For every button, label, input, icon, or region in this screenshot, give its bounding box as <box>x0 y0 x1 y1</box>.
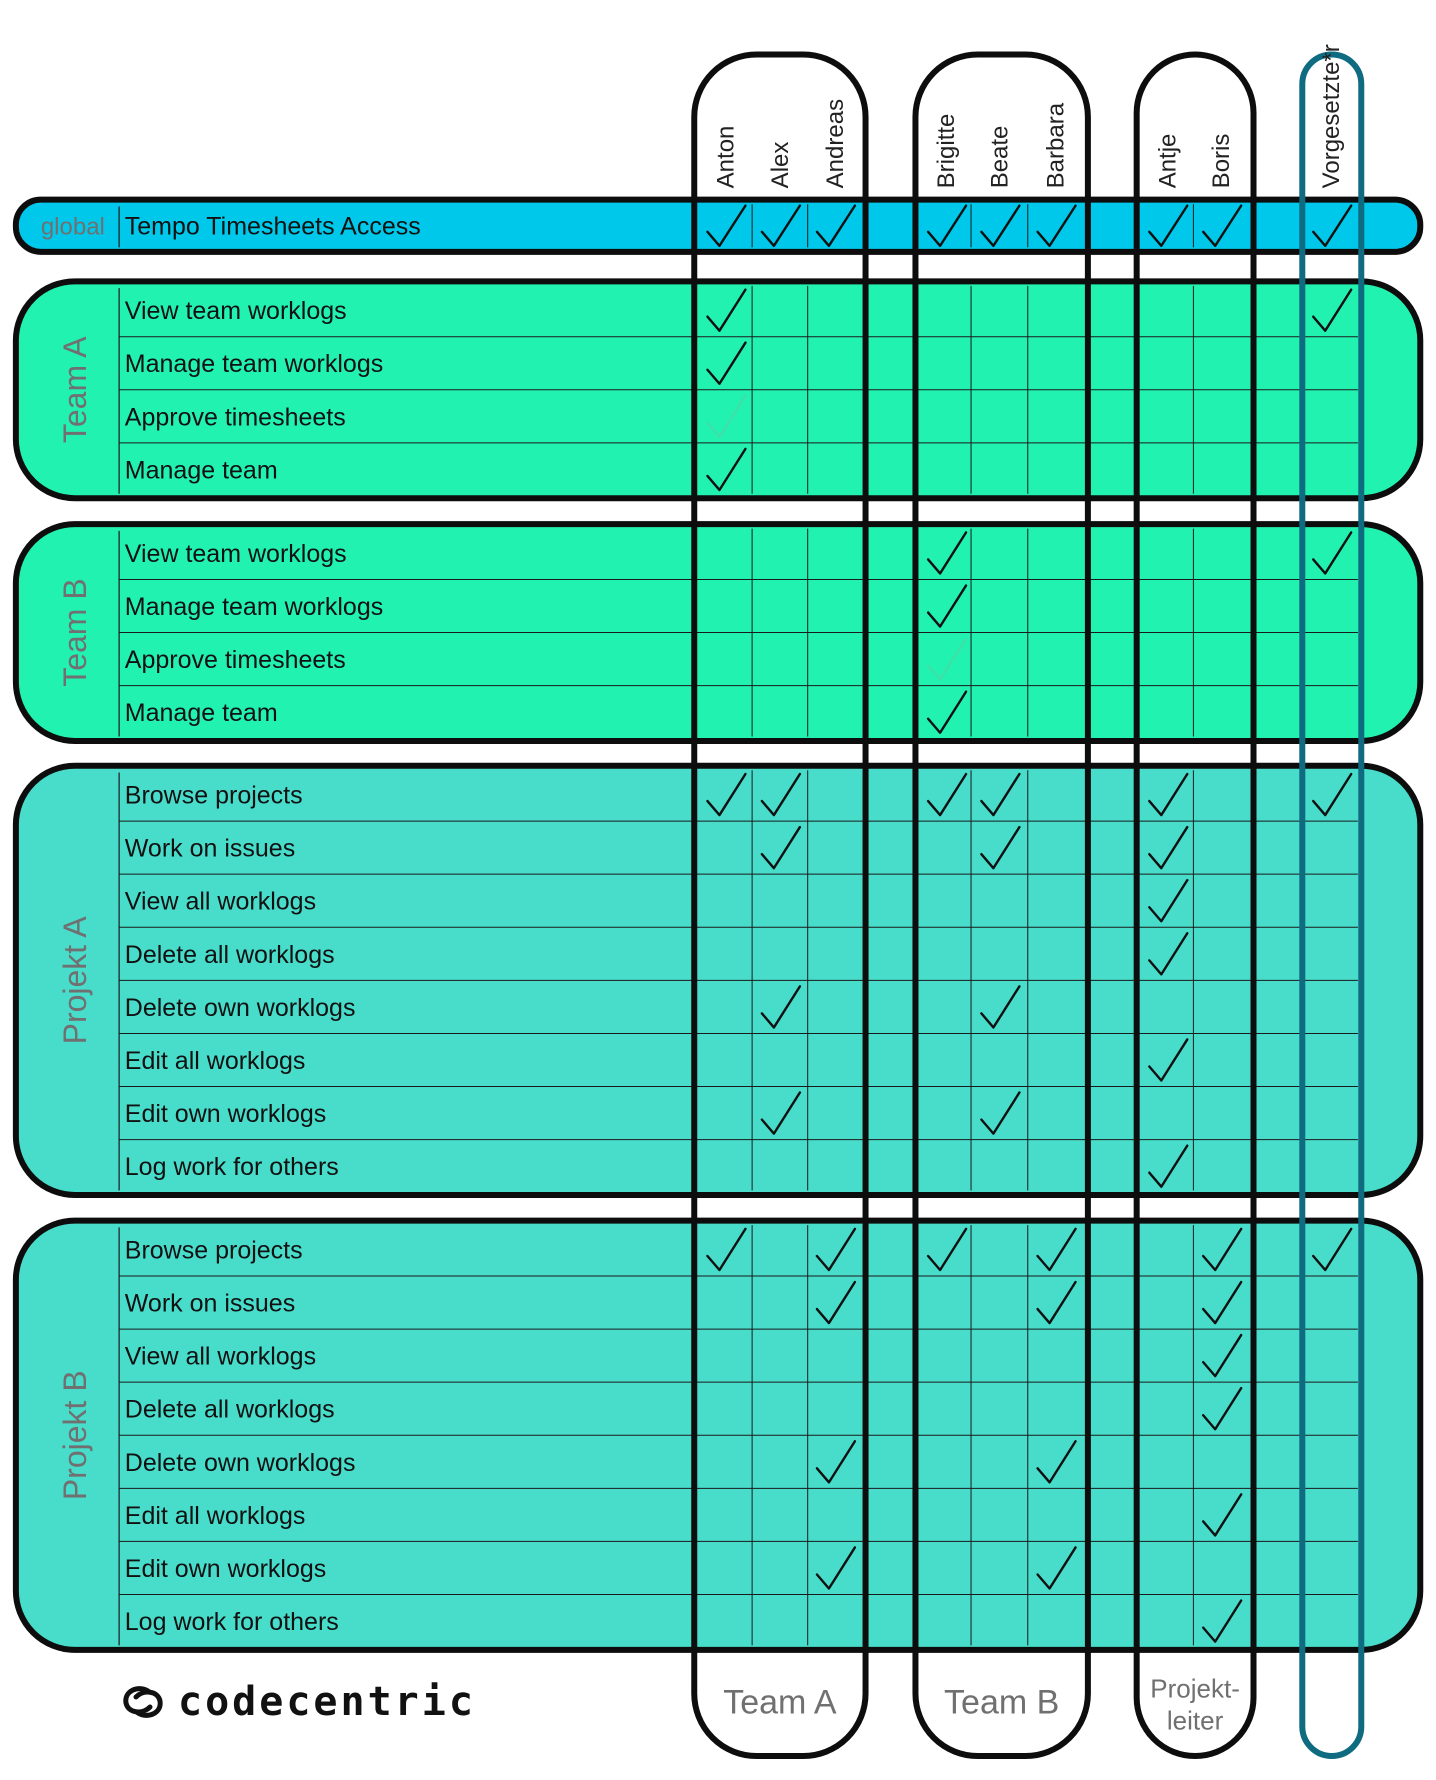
section-gap <box>14 498 1422 524</box>
section-label-projekt-b: Projekt B <box>56 1370 93 1501</box>
person-label-boris: Boris <box>1208 133 1236 189</box>
permission-label: Approve timesheets <box>124 403 346 432</box>
permission-label: Edit own worklogs <box>124 1100 327 1129</box>
person-label-barbara: Barbara <box>1042 102 1070 189</box>
logo-wordmark: codecentric <box>178 1679 476 1725</box>
permission-label: Work on issues <box>124 834 296 863</box>
codecentric-logo <box>118 1672 476 1732</box>
permission-label: Edit all worklogs <box>124 1046 306 1075</box>
person-label-andreas: Andreas <box>821 98 849 189</box>
codecentric-logo-icon <box>118 1677 168 1727</box>
section-gap <box>14 252 1422 281</box>
group-label-projektleiter-line: Projekt- <box>1150 1673 1240 1704</box>
permission-label: Manage team <box>124 456 278 485</box>
permission-label: Delete own worklogs <box>124 993 356 1022</box>
permission-label: Delete all worklogs <box>124 940 335 969</box>
person-label-antje: Antje <box>1154 133 1182 189</box>
permission-label: Delete all worklogs <box>124 1395 335 1424</box>
permission-label: Approve timesheets <box>124 646 346 675</box>
permission-label: View team worklogs <box>124 297 347 326</box>
section-gap <box>14 1195 1422 1221</box>
group-label-team-a: Team A <box>723 1683 837 1722</box>
permission-label: Edit own worklogs <box>124 1554 327 1583</box>
person-label-brigitte: Brigitte <box>933 113 961 189</box>
permission-label: View all worklogs <box>124 887 317 916</box>
person-label-anton: Anton <box>712 125 740 189</box>
person-label-vorgesetzter: Vorgesetzte*r <box>1318 44 1346 189</box>
permission-label: Edit all worklogs <box>124 1501 306 1530</box>
permission-label: Browse projects <box>124 1236 303 1265</box>
permission-label: View team worklogs <box>124 539 347 568</box>
permission-label: Delete own worklogs <box>124 1448 356 1477</box>
permission-label: Log work for others <box>124 1608 339 1637</box>
section-label-projekt-a: Projekt A <box>56 916 93 1045</box>
person-label-alex: Alex <box>766 141 794 189</box>
permission-label: Manage team worklogs <box>124 592 384 621</box>
permission-label: Browse projects <box>124 781 303 810</box>
section-label-team-a: Team A <box>56 336 93 444</box>
permission-label: Manage team worklogs <box>124 350 384 379</box>
permission-label: Manage team <box>124 699 278 728</box>
section-label-team-b: Team B <box>56 578 93 687</box>
section-gap <box>14 741 1422 766</box>
group-label-projektleiter-line: leiter <box>1166 1705 1224 1736</box>
section-label-global: global <box>40 213 105 241</box>
permission-label: Tempo Timesheets Access <box>124 212 421 241</box>
person-label-beate: Beate <box>986 125 1014 189</box>
permission-label: Work on issues <box>124 1289 296 1318</box>
permission-label: View all worklogs <box>124 1342 317 1371</box>
permission-label: Log work for others <box>124 1153 339 1182</box>
group-label-team-b: Team B <box>944 1683 1060 1722</box>
